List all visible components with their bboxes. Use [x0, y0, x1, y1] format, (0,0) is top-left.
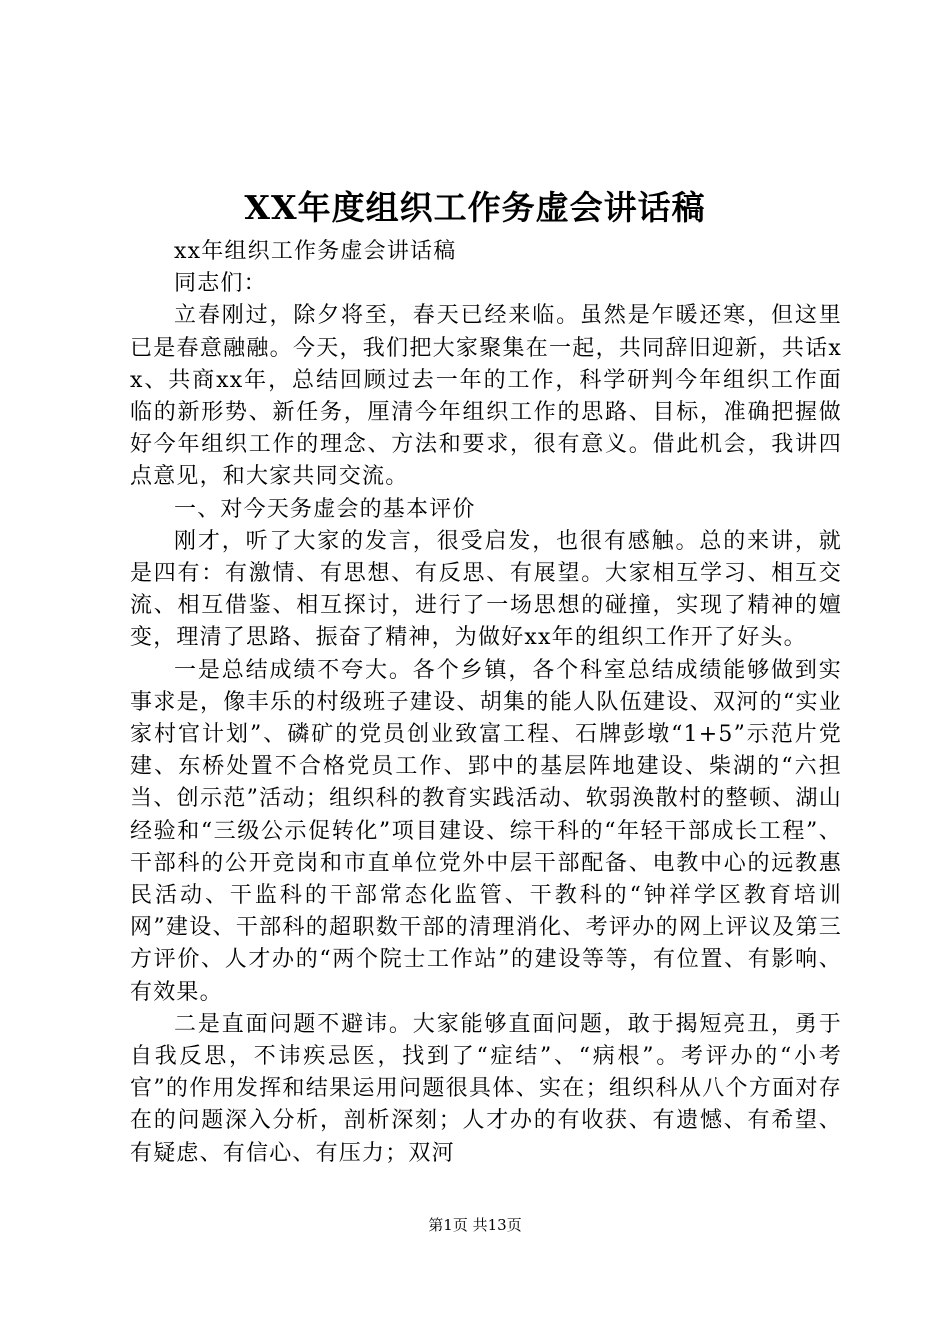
paragraph-salutation: 同志们：	[174, 271, 267, 297]
paragraph-section-heading: 一、对今天务虚会的基本评价	[174, 496, 476, 522]
page-footer: 第1页 共13页	[428, 1216, 522, 1234]
document-body	[130, 236, 842, 1170]
document-title: XX年度组织工作务虚会讲话稿	[244, 188, 706, 227]
paragraph-opening: 立春刚过，除夕将至，春天已经来临。虽然是乍暖还寒，但这里已是春意融融。今天，我们把大家聚集在一起，共同辞旧迎新，共话xx、共商xx年，总结回顾过去一年的工作，科学研判今年组织工作面临的新形势、新任务，厘清今年组织工作的思路、目标，准确把握做好今年组织工作的理念、方法和要求，很有意义。借此机会，我讲四点意见，和大家共同交流。	[130, 303, 842, 490]
paragraph-evaluation: 刚才，听了大家的发言，很受启发，也很有感触。总的来讲，就是四有：有激情、有思想、有反思、有展望。大家相互学习、相互交流、相互借鉴、相互探讨，进行了一场思想的碰撞，实现了精神的嬗变，理清了思路、振奋了精神，为做好xx年的组织工作开了好头。	[130, 528, 842, 651]
paragraph-point-two: 二是直面问题不避讳。大家能够直面问题，敢于揭短亮丑，勇于自我反思，不讳疾忌医，找到了“症结”、“病根”。考评办的“小考官”的作用发挥和结果运用问题很具体、实在；组织科从八个方面对存在的问题深入分析，剖析深刻；人才办的有收获、有遗憾、有希望、有疑虑、有信心、有压力；双河	[130, 1011, 842, 1166]
paragraph-point-one: 一是总结成绩不夸大。各个乡镇，各个科室总结成绩能够做到实事求是，像丰乐的村级班子建设、胡集的能人队伍建设、双河的“实业家村官计划”、磷矿的党员创业致富工程、石牌彭墩“1+5”示范片党建、东桥处置不合格党员工作、郢中的基层阵地建设、柴湖的“六担当、创示范”活动；组织科的教育实践活动、软弱涣散村的整顿、湖山经验和“三级公示促转化”项目建设、综干科的“年轻干部成长工程”、干部科的公开竞岗和市直单位党外中层干部配备、电教中心的远教惠民活动、干监科的干部常态化监管、干教科的“钟祥学区教育培训网”建设、干部科的超职数干部的清理消化、考评办的网上评议及第三方评价、人才办的“两个院士工作站”的建设等等，有位置、有影响、有效果。	[130, 657, 842, 1005]
paragraph-subtitle: xx年组织工作务虚会讲话稿	[174, 239, 457, 264]
